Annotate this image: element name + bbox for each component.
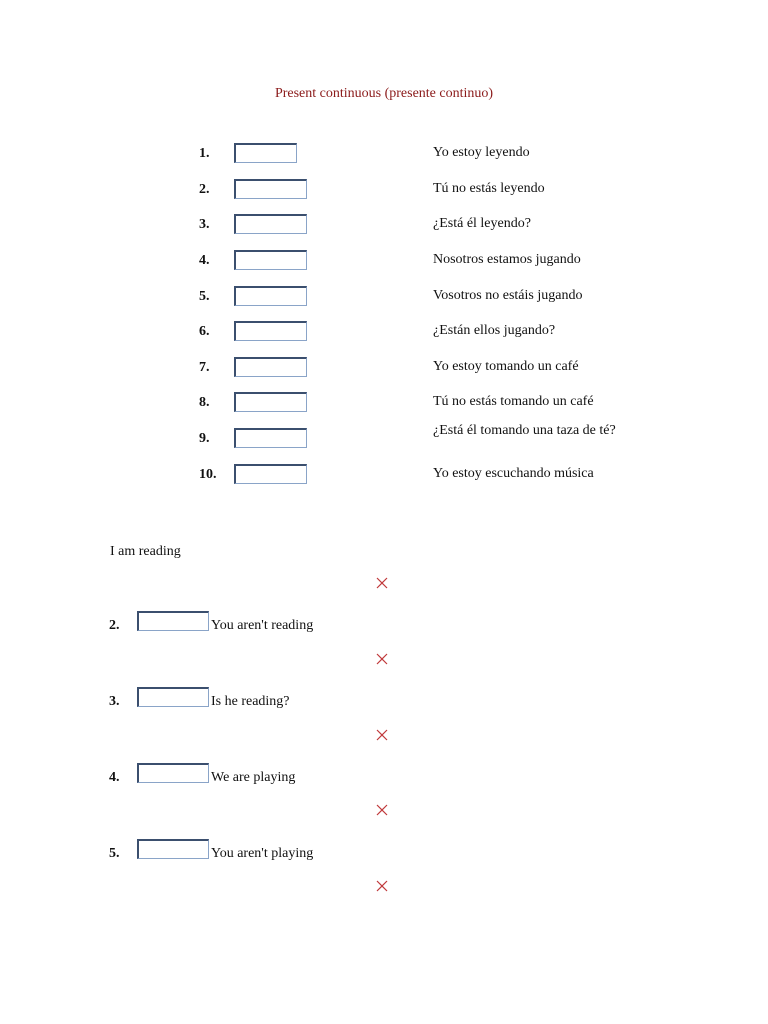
item-number: 4. [109, 770, 120, 785]
answer-input-4[interactable] [234, 250, 307, 270]
cross-mark-icon [376, 577, 388, 589]
answer-input-9[interactable] [234, 428, 307, 448]
item-number: 6. [199, 324, 210, 339]
item-number: 9. [199, 431, 210, 446]
answer-input-5[interactable] [234, 286, 307, 306]
answer-input-e2-5[interactable] [137, 839, 209, 859]
answer-input-e2-3[interactable] [137, 687, 209, 707]
spanish-prompt: ¿Está él leyendo? [433, 216, 531, 231]
exercise-1-row-4 [0, 250, 768, 272]
answer-input-6[interactable] [234, 321, 307, 341]
answer-input-8[interactable] [234, 392, 307, 412]
english-sentence: You aren't reading [211, 618, 314, 633]
item-number: 10. [199, 467, 217, 482]
english-sentence: Is he reading? [211, 694, 290, 709]
exercise-2-row-3 [0, 687, 768, 709]
item-number: 4. [199, 253, 210, 268]
cross-mark-icon [376, 729, 388, 741]
exercise-2-row-4 [0, 763, 768, 785]
cross-mark-icon [376, 880, 388, 892]
exercise-1-row-5 [0, 286, 768, 308]
cross-mark-icon [376, 653, 388, 665]
item-number: 7. [199, 360, 210, 375]
item-number: 3. [199, 217, 210, 232]
item-number: 2. [109, 618, 120, 633]
english-sentence: You aren't playing [211, 846, 314, 861]
spanish-prompt: Vosotros no estáis jugando [433, 288, 583, 303]
exercise-1-row-2 [0, 179, 768, 201]
item-number: 5. [199, 289, 210, 304]
spanish-prompt: ¿Están ellos jugando? [433, 323, 556, 338]
exercise-1-row-8 [0, 392, 768, 414]
spanish-prompt: Nosotros estamos jugando [433, 252, 581, 267]
spanish-prompt: Tú no estás leyendo [433, 181, 545, 196]
answer-input-10[interactable] [234, 464, 307, 484]
answer-input-2[interactable] [234, 179, 307, 199]
cross-mark-icon [376, 804, 388, 816]
spanish-prompt: Yo estoy escuchando música [433, 466, 594, 481]
item-number: 5. [109, 846, 120, 861]
spanish-prompt: ¿Está él tomando una taza de té? [433, 423, 616, 438]
answer-input-e2-4[interactable] [137, 763, 209, 783]
spanish-prompt: Yo estoy tomando un café [433, 359, 579, 374]
item-number: 3. [109, 694, 120, 709]
exercise-1-row-3 [0, 214, 768, 236]
answer-input-3[interactable] [234, 214, 307, 234]
answer-input-7[interactable] [234, 357, 307, 377]
exercise-2-row-5 [0, 839, 768, 861]
exercise-2-row-2 [0, 611, 768, 633]
exercise-1-row-6 [0, 321, 768, 343]
answer-input-1[interactable] [234, 143, 297, 163]
exercise-1-row-1 [0, 143, 768, 165]
spanish-prompt: Yo estoy leyendo [433, 145, 530, 160]
item-number: 1. [199, 146, 210, 161]
exercise-2-intro: I am reading [110, 544, 181, 559]
english-sentence: We are playing [211, 770, 296, 785]
answer-input-e2-2[interactable] [137, 611, 209, 631]
exercise-1-row-10 [0, 464, 768, 486]
page-title: Present continuous (presente continuo) [274, 86, 494, 101]
item-number: 2. [199, 182, 210, 197]
spanish-prompt: Tú no estás tomando un café [433, 394, 594, 409]
exercise-1-row-7 [0, 357, 768, 379]
exercise-1-row-9 [0, 423, 768, 450]
item-number: 8. [199, 395, 210, 410]
